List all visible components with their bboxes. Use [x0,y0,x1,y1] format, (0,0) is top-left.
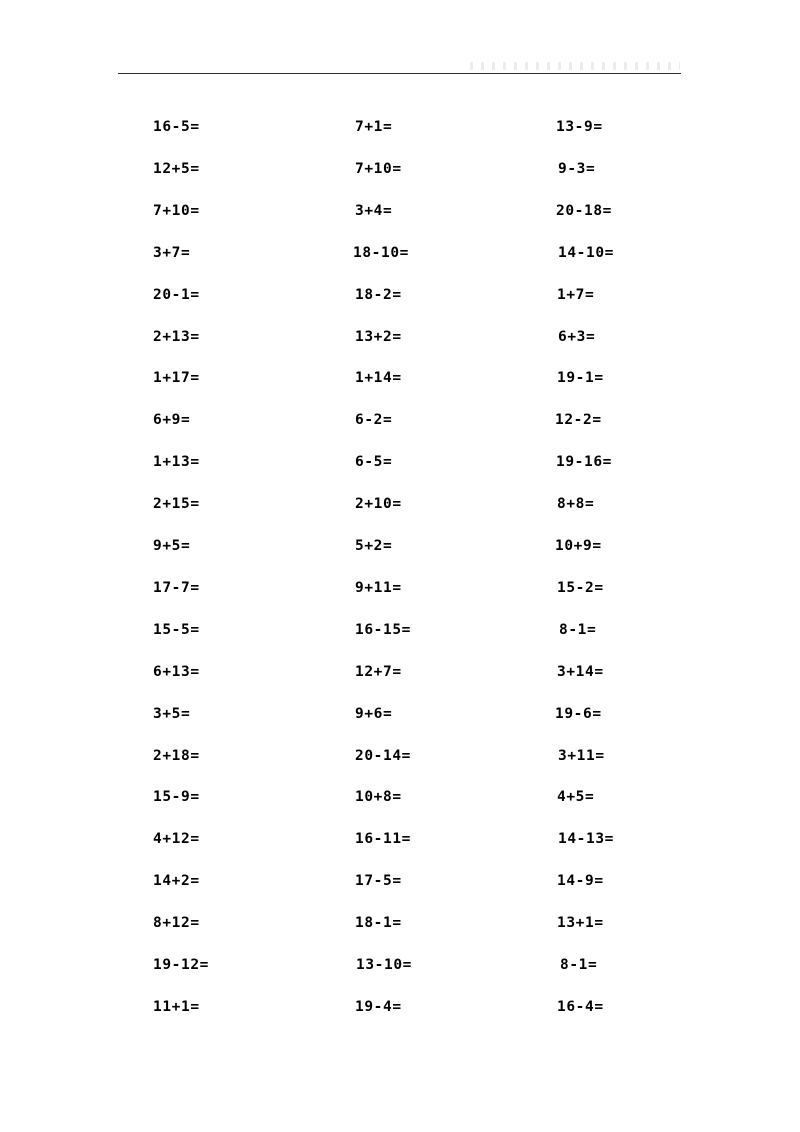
math-problem: 12+5= [153,160,200,177]
math-problem: 18-10= [353,244,409,261]
math-problem: 18-2= [355,286,402,303]
math-problem: 4+5= [557,789,595,806]
math-problem: 2+13= [153,328,200,345]
math-problem: 18-1= [355,915,402,932]
math-problem: 8+8= [557,496,595,513]
math-problem: 16-4= [557,998,604,1015]
math-problem: 6+13= [153,663,200,680]
math-problem: 17-7= [153,579,200,596]
math-problem: 3+5= [153,705,191,722]
math-problem: 12-2= [555,412,602,429]
math-problem: 20-18= [556,202,612,219]
math-problem: 8-1= [560,957,598,973]
math-problem: 13-10= [356,957,412,973]
math-problem: 17-5= [355,873,402,890]
math-problem: 16-5= [153,119,200,135]
math-problem: 19-1= [557,370,604,387]
math-problem: 15-2= [557,579,604,596]
math-problem: 6-2= [355,412,393,429]
math-problem: 16-15= [355,621,411,638]
math-problem: 9+5= [153,538,191,554]
math-problem: 20-1= [153,286,200,303]
math-problem: 14-13= [558,831,614,848]
math-problem: 14-9= [557,873,604,890]
math-problem: 3+11= [558,747,605,764]
math-problem: 3+14= [557,663,604,680]
math-problem: 11+1= [153,998,200,1015]
math-problem: 13+2= [355,328,402,345]
math-problem: 1+14= [355,370,402,387]
math-problem: 14-10= [558,244,614,261]
math-problem: 2+18= [153,747,200,764]
math-problem: 15-5= [153,621,200,638]
math-problem: 3+4= [355,202,393,219]
math-problem: 2+15= [153,496,200,513]
math-problem: 16-11= [355,831,411,848]
math-problem: 9+6= [355,705,393,722]
math-problem: 12+7= [355,663,402,680]
math-problem: 2+10= [355,496,402,513]
math-problem: 19-6= [555,705,602,722]
math-problem: 19-4= [355,998,402,1015]
math-problem: 6-5= [355,454,393,471]
math-problem: 19-16= [556,454,612,471]
math-problem: 4+12= [153,831,200,848]
math-problem: 14+2= [153,873,200,890]
math-problem: 13-9= [556,119,603,135]
math-problem: 3+7= [153,244,191,261]
math-problem: 19-12= [153,957,209,973]
math-problem: 10+9= [555,538,602,554]
math-problem: 1+13= [153,454,200,471]
math-problem: 10+8= [355,789,402,806]
math-problem: 15-9= [153,789,200,806]
math-problem: 8-1= [559,621,597,638]
math-problem: 7+10= [355,160,402,177]
math-problem: 1+17= [153,370,200,387]
math-problem: 20-14= [355,747,411,764]
math-problem: 1+7= [557,286,595,303]
math-problem: 9-3= [558,160,596,177]
math-problem: 6+3= [558,328,596,345]
math-problem: 13+1= [557,915,604,932]
math-problem: 8+12= [153,915,200,932]
math-problem: 6+9= [153,412,191,429]
math-problem: 7+1= [355,119,393,135]
math-problem: 9+11= [355,579,402,596]
math-problem: 5+2= [355,538,393,554]
math-problem: 7+10= [153,202,200,219]
